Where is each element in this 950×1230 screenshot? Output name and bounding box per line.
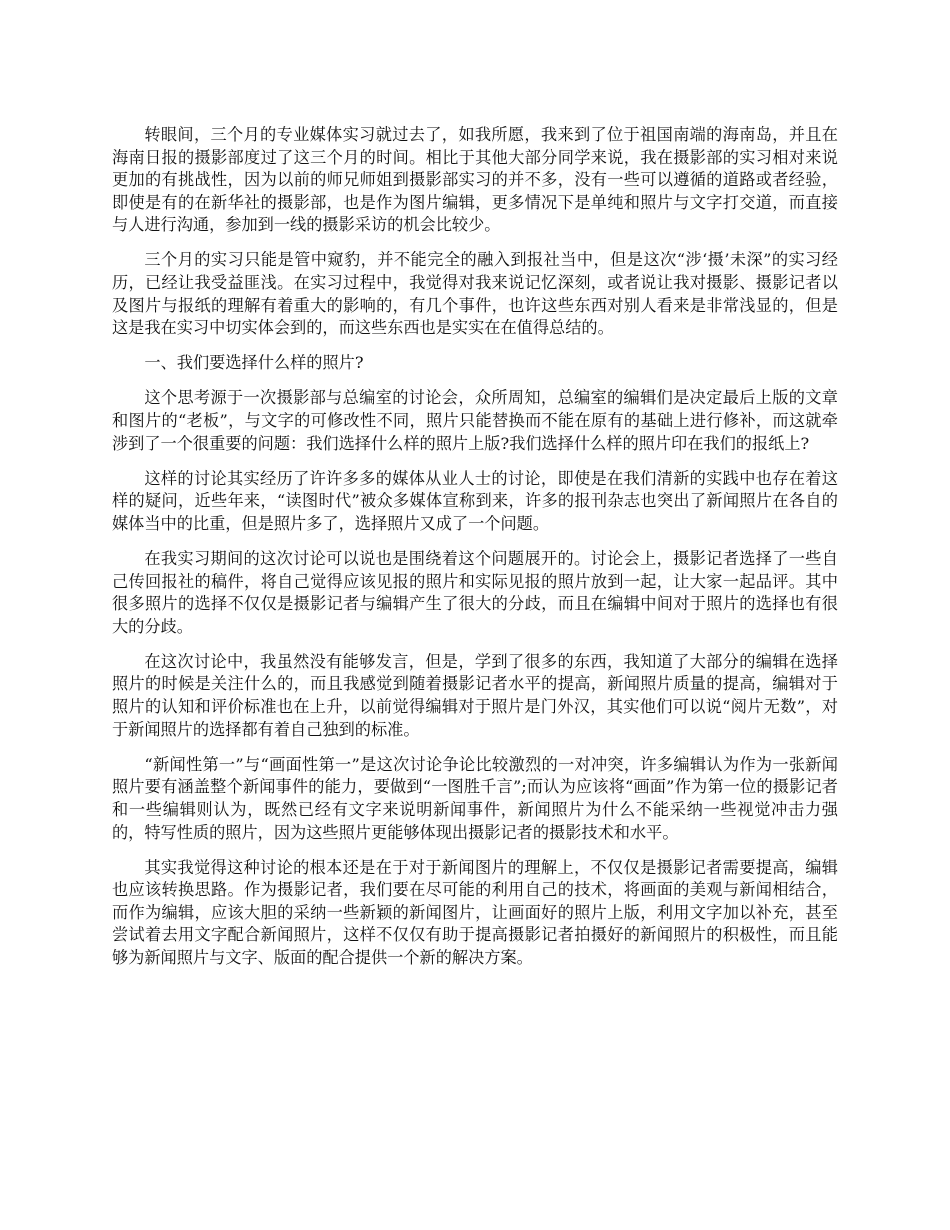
paragraph-conflict: “新闻性第一”与“画面性第一”是这次讨论争论比较激烈的一对冲突，许多编辑认为作为一张新闻照片要有涵盖整个新闻事件的能力，要做到“一图胜千言”;而认为应该将“画面”作为第一位的摄影记者和一些编辑则认为，既然已经有文字来说明新闻事件，新闻照片为什么不能采纳一些视觉冲击力强的，特写性质的照片，因为这些照片更能够体现出摄影记者的摄影技术和水平。 (112, 754, 838, 842)
section-heading: 一、我们要选择什么样的照片? (144, 353, 364, 373)
paragraph-intro: 转眼间，三个月的专业媒体实习就过去了，如我所愿，我来到了位于祖国南端的海南岛，并且在海南日报的摄影部度过了这三个月的时间。相比于其他大部分同学来说，我在摄影部的实习相对来说更加的有挑战性，因为以前的师兄师姐到摄影部实习的并不多，没有一些可以遵循的道路或者经验，即使是有的在新华社的摄影部，也是作为图片编辑，更多情况下是单纯和照片与文字打交道，而直接与人进行沟通，参加到一线的摄影采访的机会比较少。 (112, 125, 838, 235)
paragraph-conclusion: 其实我觉得这种讨论的根本还是在于对于新闻图片的理解上，不仅仅是摄影记者需要提高，编辑也应该转换思路。作为摄影记者，我们要在尽可能的利用自己的技术，将画面的美观与新闻相结合，而作为编辑，应该大胆的采纳一些新颖的新闻图片，让画面好的照片上版，利用文字加以补充，甚至尝试着去用文字配合新闻照片，这样不仅仅有助于提高摄影记者拍摄好的新闻照片的积极性，而且能够为新闻照片与文字、版面的配合提供一个新的解决方案。 (112, 857, 838, 967)
paragraph-media-discussion: 这样的讨论其实经历了许许多多的媒体从业人士的讨论，即使是在我们清新的实践中也存在着这样的疑问，近些年来，“读图时代”被众多媒体宣称到来，许多的报刊杂志也突出了新闻照片在各自的媒体当中的比重，但是照片多了，选择照片又成了一个问题。 (112, 468, 838, 533)
paragraph-discussion-origin: 这个思考源于一次摄影部与总编室的讨论会，众所周知，总编室的编辑们是决定最后上版的文章和图片的“老板”，与文字的可修改性不同，照片只能替换而不能在原有的基础上进行修补，而这就牵涉到了一个很重要的问题：我们选择什么样的照片上版?我们选择什么样的照片印在我们的报纸上? (112, 388, 838, 453)
document-page (112, 124, 838, 982)
paragraph-learning: 在这次讨论中，我虽然没有能够发言，但是，学到了很多的东西，我知道了大部分的编辑在选择照片的时候是关注什么的，而且我感觉到随着摄影记者水平的提高，新闻照片质量的提高，编辑对于照片的认知和评价标准也在上升，以前觉得编辑对于照片是门外汉，其实他们可以说“阅片无数”，对于新闻照片的选择都有着自己独到的标准。 (112, 651, 838, 739)
paragraph-internship-experience: 三个月的实习只能是管中窥豹，并不能完全的融入到报社当中，但是这次“涉‘摄’未深”的实习经历，已经让我受益匪浅。在实习过程中，我觉得对我来说记忆深刻，或者说让我对摄影、摄影记者以及图片与报纸的理解有着重大的影响的，有几个事件，也许这些东西对别人看来是非常浅显的，但是这是我在实习中切实体会到的，而这些东西也是实实在在值得总结的。 (112, 250, 838, 338)
paragraph-meeting: 在我实习期间的这次讨论可以说也是围绕着这个问题展开的。讨论会上，摄影记者选择了一些自己传回报社的稿件，将自己觉得应该见报的照片和实际见报的照片放到一起，让大家一起品评。其中很多照片的选择不仅仅是摄影记者与编辑产生了很大的分歧，而且在编辑中间对于照片的选择也有很大的分歧。 (112, 549, 838, 636)
